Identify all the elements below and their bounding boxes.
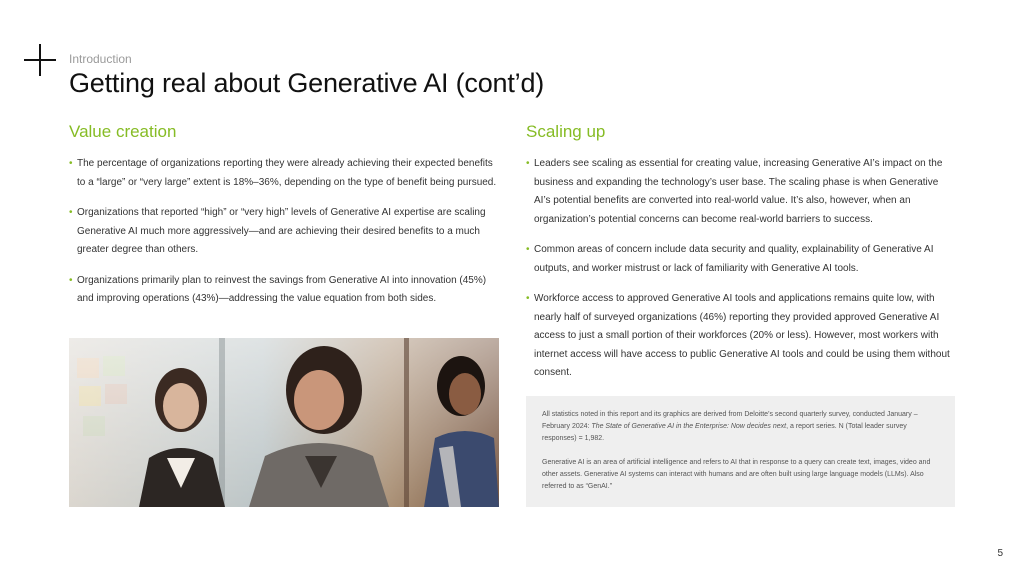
note-box	[526, 396, 955, 507]
value-creation-heading: Value creation	[69, 122, 177, 141]
section-label: Introduction	[69, 52, 132, 66]
list-item: • Common areas of concern include data security and quality, explainability of Generative AI outputs, and worker mistrust or lack of familiarity with Generative AI tools.	[526, 241, 956, 278]
survey-note: All statistics noted in this report and its graphics are derived from Deloitte’s second quarterly survey, conducted January – February 2024: The State of Generative AI in the Enterprise: Now decides next, a report series. N (Total leader survey responses) = 1,982.	[542, 411, 918, 442]
page-title: Getting real about Generative AI (cont’d)	[69, 68, 545, 98]
page-number: 5	[997, 548, 1003, 559]
definition-note: Generative AI is an area of artificial intelligence and refers to AI that in response to a query can create text, images, video and other assets. Generative AI systems can interact with humans and are often built using large language models (LLMs). Also referred to as “GenAI.”	[542, 459, 931, 490]
plus-icon	[24, 44, 56, 76]
list-item: • Leaders see scaling as essential for creating value, increasing Generative AI’s impact on the business and expanding the technology’s user base. The scaling phase is when Generative AI’s potential benefits are converted into real-world value. It’s also, however, when an organization’s potential concerns can become real-world barriers to success.	[526, 155, 956, 229]
team-photo	[69, 338, 499, 507]
scaling-up-heading: Scaling up	[526, 122, 606, 141]
scaling-up-list	[526, 155, 956, 395]
list-item: • Organizations primarily plan to reinvest the savings from Generative AI into innovation (45%) and improving operations (43%)—addressing the value equation from both sides.	[69, 272, 499, 309]
value-creation-list	[69, 155, 499, 321]
list-item: • Organizations that reported “high” or “very high” levels of Generative AI expertise are scaling Generative AI much more aggressively—and are achieving their desired benefits to a much greater degree than others.	[69, 204, 499, 260]
list-item: • Workforce access to approved Generative AI tools and applications remains quite low, with nearly half of surveyed organizations (46%) reporting they provided approved Generative AI access to just a small portion of their workforces (20% or less). However, most workers with internet access will have access to public Generative AI tools and could be using them without consent.	[526, 290, 956, 383]
list-item: • The percentage of organizations reporting they were already achieving their expected benefits to a “large” or “very large” extent is 18%–36%, depending on the type of benefit being pursued.	[69, 155, 499, 192]
